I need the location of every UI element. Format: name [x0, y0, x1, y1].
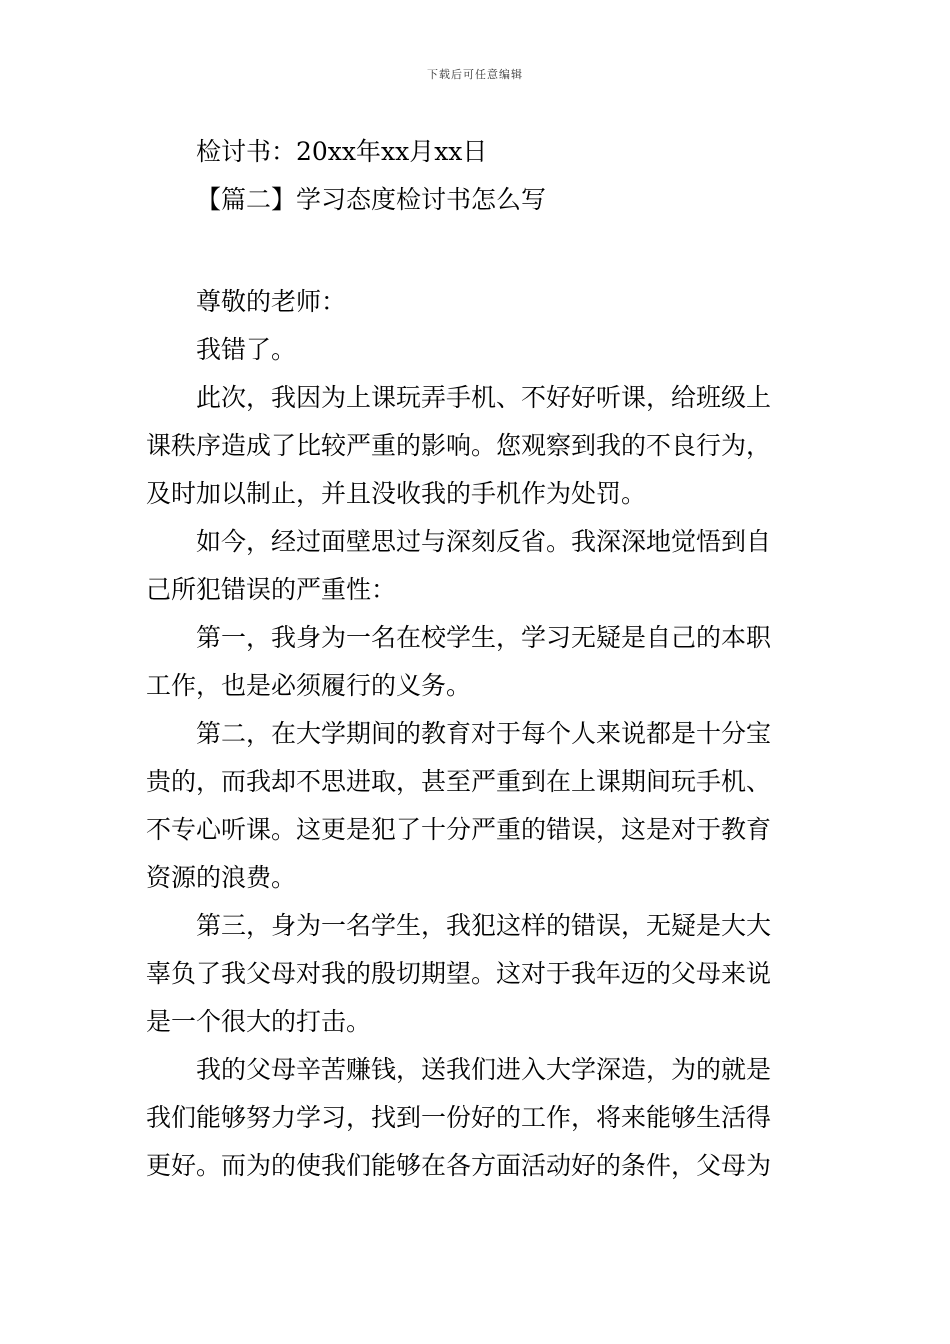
text-line: 不专心听课。这更是犯了十分严重的错误，这是对于教育 — [146, 815, 772, 844]
text-line: 课秩序造成了比较严重的影响。您观察到我的不良行为， — [146, 431, 772, 460]
text-line: 第三，身为一名学生，我犯这样的错误，无疑是大大 — [196, 911, 772, 940]
text-line: 此次，我因为上课玩弄手机、不好好听课，给班级上 — [196, 383, 772, 412]
text-line: 第二，在大学期间的教育对于每个人来说都是十分宝 — [196, 719, 772, 748]
text-line: 更好。而为的使我们能够在各方面活动好的条件，父母为 — [146, 1151, 772, 1180]
document-body — [146, 128, 806, 1190]
text-line: 我错了。 — [196, 335, 297, 364]
section-title: 【篇二】学习态度检讨书怎么写 — [196, 185, 547, 214]
text-line: 第一，我身为一名在校学生，学习无疑是自己的本职 — [196, 623, 772, 652]
text-line: 资源的浪费。 — [146, 863, 297, 892]
text-line: 辜负了我父母对我的殷切期望。这对于我年迈的父母来说 — [146, 959, 772, 988]
text-line: 我们能够努力学习，找到一份好的工作，将来能够生活得 — [146, 1103, 772, 1132]
date-line: 检讨书：20xx年xx月xx日 — [196, 137, 488, 166]
salutation: 尊敬的老师： — [196, 287, 347, 316]
text-line: 是一个很大的打击。 — [146, 1007, 372, 1036]
text-line: 己所犯错误的严重性： — [146, 575, 397, 604]
text-line: 我的父母辛苦赚钱，送我们进入大学深造，为的就是 — [196, 1055, 772, 1084]
text-line: 如今，经过面壁思过与深刻反省。我深深地觉悟到自 — [196, 527, 772, 556]
text-line: 工作，也是必须履行的义务。 — [146, 671, 472, 700]
header-note: 下载后可任意编辑 — [427, 68, 523, 81]
text-line: 及时加以制止，并且没收我的手机作为处罚。 — [146, 479, 647, 508]
text-line: 贵的，而我却不思进取，甚至严重到在上课期间玩手机、 — [146, 767, 772, 796]
blank-spacer — [146, 224, 806, 278]
